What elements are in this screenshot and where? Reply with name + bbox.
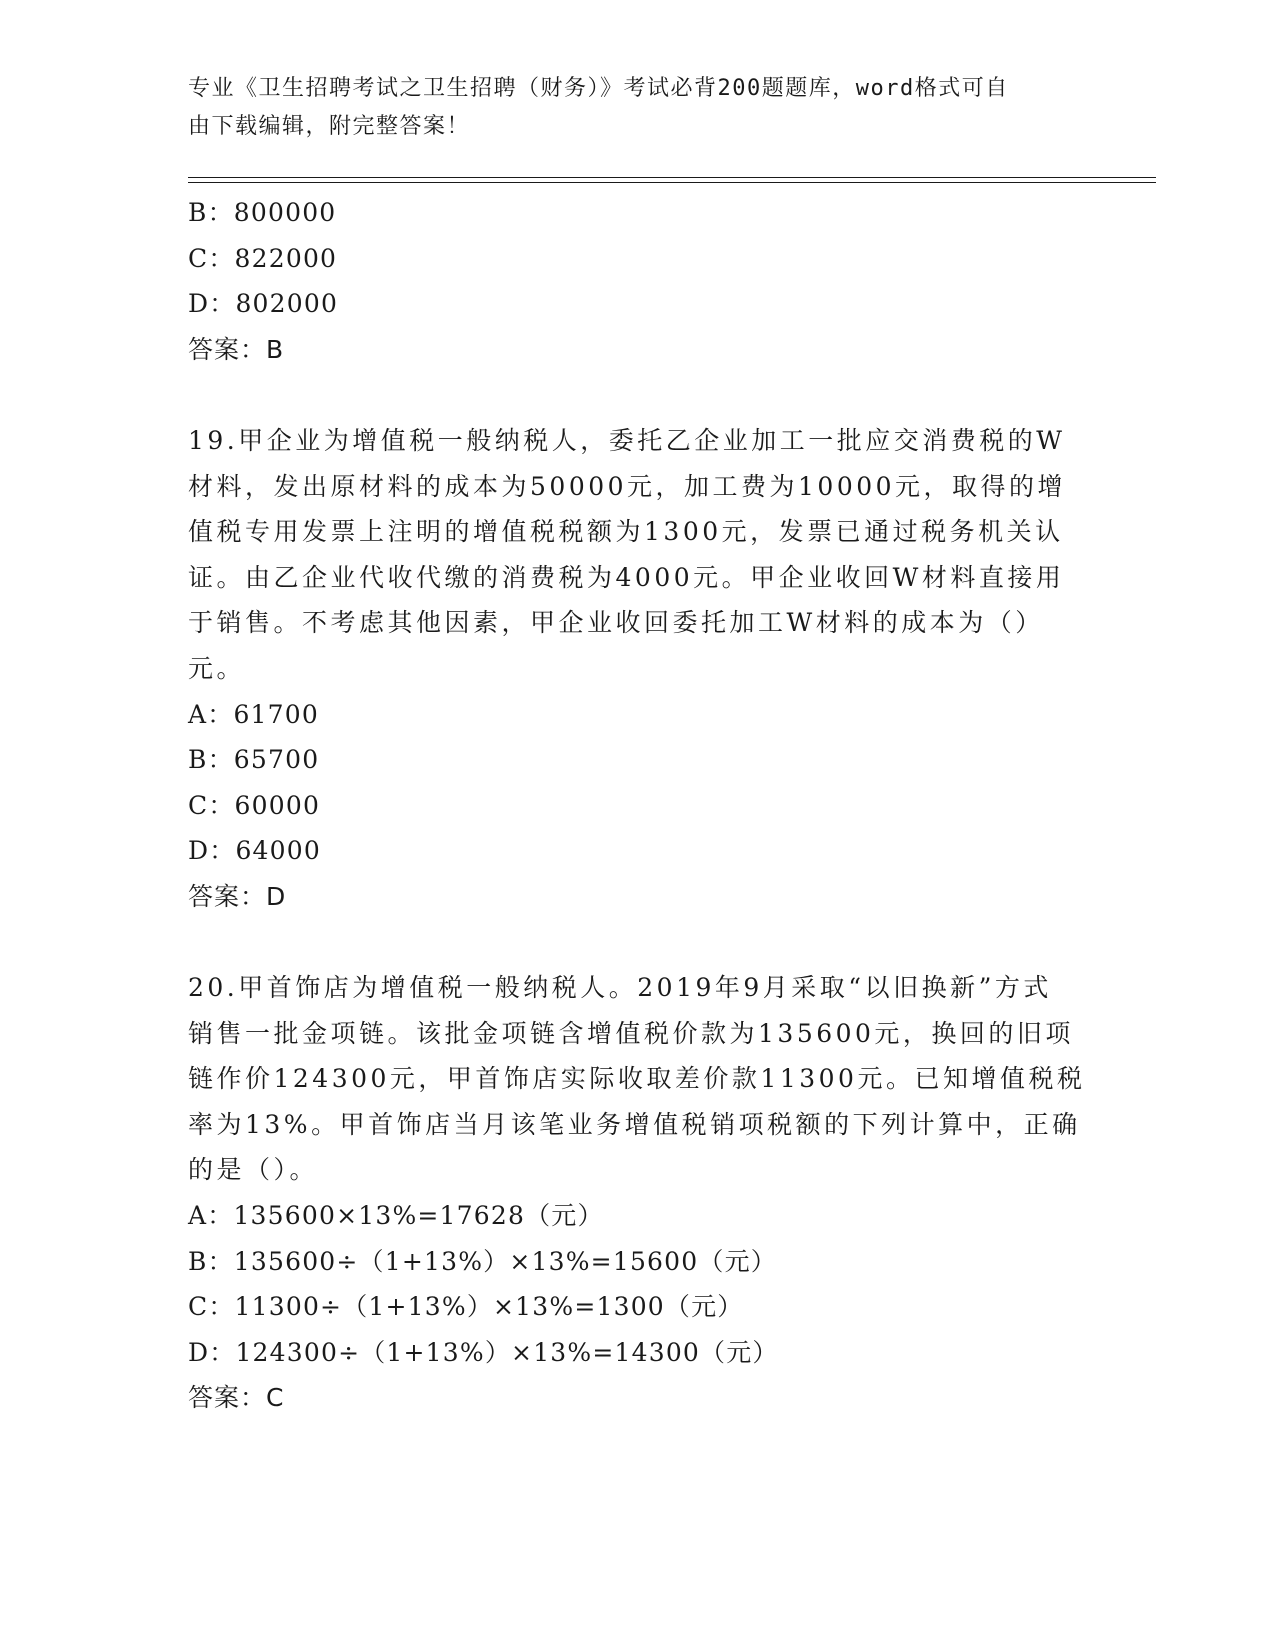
stem-line: 的是（）。	[188, 1155, 319, 1185]
stem-line: 链作价124300元，甲首饰店实际收取差价款11300元。已知增值税税	[188, 1064, 1086, 1094]
stem-line: 材料，发出原材料的成本为50000元，加工费为10000元，取得的增	[188, 471, 1067, 501]
option-b: B：800000	[188, 198, 337, 227]
stem-line: 证。由乙企业代收代缴的消费税为4000元。甲企业收回W材料直接用	[188, 562, 1065, 592]
spacer	[188, 372, 1088, 418]
stem-line: 19.甲企业为增值税一般纳税人，委托乙企业加工一批应交消费税的W	[188, 425, 1066, 455]
question-stem	[188, 965, 1088, 1193]
option-b: B：65700	[188, 745, 320, 775]
option-a: A：61700	[188, 699, 319, 729]
stem-line: 销售一批金项链。该批金项链含增值税价款为135600元，换回的旧项	[188, 1018, 1074, 1048]
option-b: B：135600÷（1+13%）×13%=15600（元）	[188, 1246, 777, 1276]
header-divider-bottom	[188, 182, 1156, 183]
answer-line: 答案：B	[188, 334, 285, 364]
prev-question-block	[188, 190, 1088, 372]
question-20	[188, 965, 1088, 1421]
stem-line: 20.甲首饰店为增值税一般纳税人。2019年9月采取“以旧换新”方式	[188, 973, 1052, 1003]
page-header	[188, 70, 1078, 146]
header-divider-top	[188, 177, 1156, 178]
question-19	[188, 418, 1088, 920]
stem-line: 率为13%。甲首饰店当月该笔业务增值税销项税额的下列计算中，正确	[188, 1109, 1081, 1139]
option-d: D：124300÷（1+13%）×13%=14300（元）	[188, 1337, 779, 1367]
option-d: D：802000	[188, 289, 339, 319]
spacer	[188, 920, 1088, 966]
header-line-1: 专业《卫生招聘考试之卫生招聘（财务）》考试必背200题题库，word格式可自	[188, 76, 1009, 101]
stem-line: 值税专用发票上注明的增值税税额为1300元，发票已通过税务机关认	[188, 517, 1064, 547]
document-body	[188, 190, 1088, 1421]
option-c: C：60000	[188, 790, 321, 820]
stem-line: 于销售。不考虑其他因素，甲企业收回委托加工W材料的成本为（）	[188, 608, 1044, 638]
question-stem	[188, 418, 1088, 692]
option-d: D：64000	[188, 836, 321, 866]
option-a: A：135600×13%=17628（元）	[188, 1201, 604, 1231]
option-c: C：11300÷（1+13%）×13%=1300（元）	[188, 1292, 744, 1322]
answer-line: 答案：C	[188, 1383, 285, 1413]
answer-line: 答案：D	[188, 881, 287, 911]
option-c: C：822000	[188, 243, 338, 273]
stem-line: 元。	[188, 653, 246, 683]
header-line-2: 由下载编辑，附完整答案！	[188, 114, 471, 139]
